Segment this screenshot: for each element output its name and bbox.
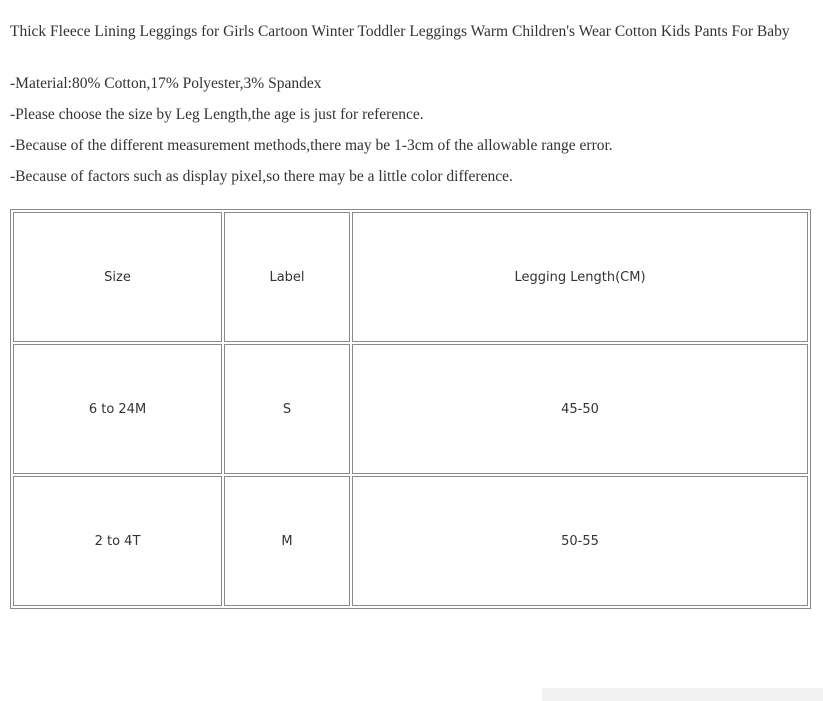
cell-legging-length: 45-50 [352,344,808,474]
note-measurement-error: -Because of the different measurement methods,there may be 1-3cm of the allowable range error. [10,137,613,154]
note-size-choice: -Please choose the size by Leg Length,the age is just for reference. [10,106,424,123]
cell-size: 2 to 4T [13,476,222,606]
table-row [13,344,808,474]
footer-strip [542,688,823,701]
size-chart-table [10,209,811,609]
product-title: Thick Fleece Lining Leggings for Girls Cartoon Winter Toddler Leggings Warm Children's Wear Cotton Kids Pants For Baby [10,23,790,40]
header-legging-length: Legging Length(CM) [352,212,808,342]
note-color-difference: -Because of factors such as display pixel,so there may be a little color difference. [10,168,513,185]
cell-label: M [224,476,350,606]
cell-legging-length: 50-55 [352,476,808,606]
note-material: -Material:80% Cotton,17% Polyester,3% Spandex [10,75,322,92]
cell-label: S [224,344,350,474]
table-header-row [13,212,808,342]
header-size: Size [13,212,222,342]
product-notes [10,74,810,198]
header-label: Label [224,212,350,342]
cell-size: 6 to 24M [13,344,222,474]
table-row [13,476,808,606]
